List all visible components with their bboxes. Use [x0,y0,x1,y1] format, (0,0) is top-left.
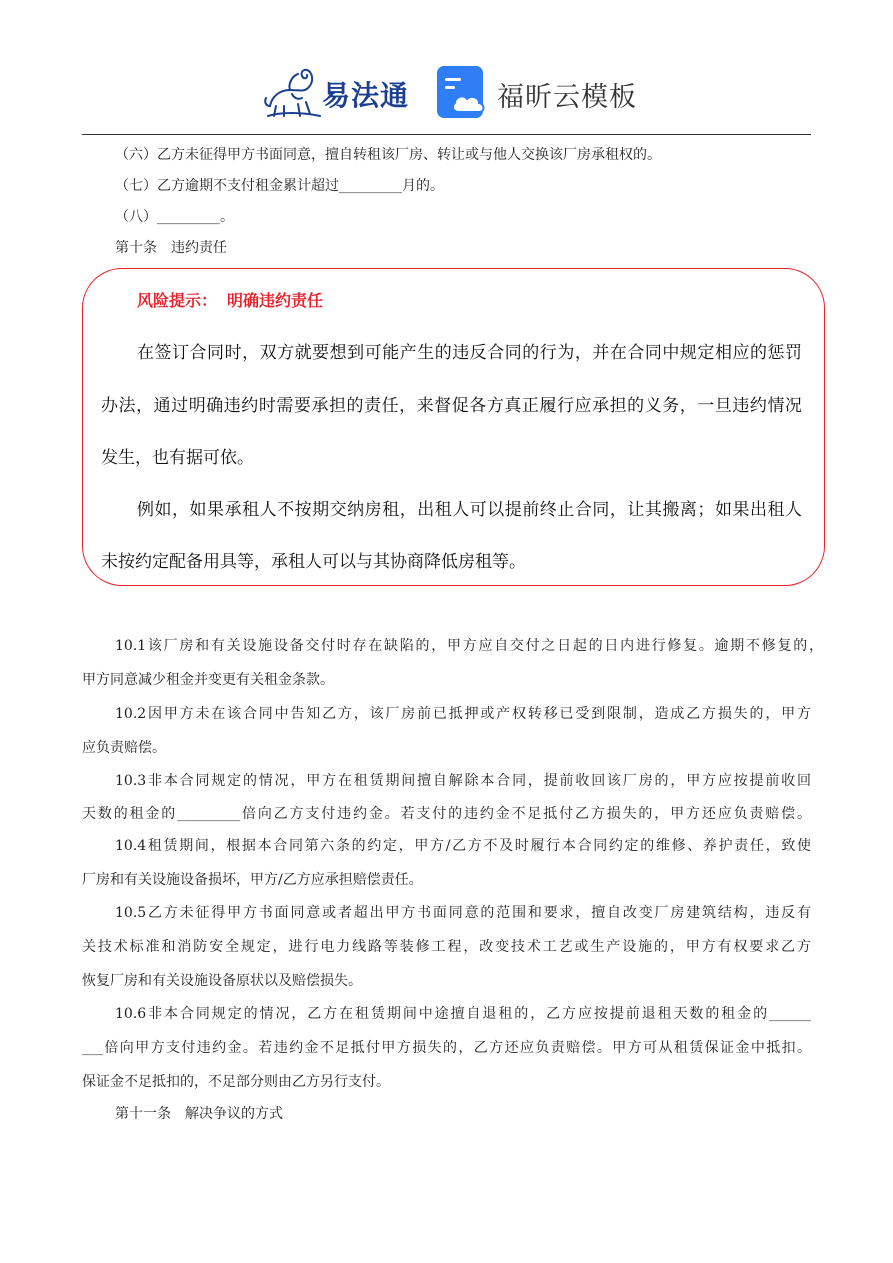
clause-10-6-line2: ___倍向甲方支付违约金。若违约金不足抵付甲方损失的，乙方还应负责赔偿。甲方可从租赁保证金中抵扣。 [82,1040,811,1056]
qilin-emblem-icon [262,62,324,120]
clause-10-4-line2: 厂房和有关设施设备损坏，甲方/乙方应承担赔偿责任。 [82,872,423,888]
cloud-document-icon [437,66,489,118]
clause-10-5-line1: 10.5乙方未征得甲方书面同意或者超出甲方书面同意的范围和要求，擅自改变厂房建筑结构，违反有 [115,905,811,921]
clause-10-5-line2: 关技术标准和消防安全规定，进行电力线路等装修工程，改变技术工艺或生产设施的，甲方有权要求乙方 [82,939,811,955]
clause-six: （六）乙方未征得甲方书面同意，擅自转租该厂房、转让或与他人交换该厂房承租权的。 [115,147,661,163]
clause-10-1-line1: 10.1该厂房和有关设施设备交付时存在缺陷的，甲方应自交付之日起的日内进行修复。逾期不修复的， [115,638,823,654]
risk-para1-line3: 发生，也有据可依。 [101,448,254,468]
article-11-title: 第十一条 解决争议的方式 [115,1106,283,1122]
header-divider [82,134,811,135]
clause-10-4-line1: 10.4租赁期间，根据本合同第六条的约定，甲方/乙方不及时履行本合同约定的维修、养护责任，致使 [115,838,811,854]
clause-10-6-line1: 10.6非本合同规定的情况，乙方在租赁期间中途擅自退租的，乙方应按提前退租天数的租金的______ [115,1006,811,1022]
risk-para2-line1: 例如，如果承租人不按期交纳房租，出租人可以提前终止合同，让其搬离；如果出租人 [137,500,802,520]
risk-para2-line2: 未按约定配备用具等，承租人可以与其协商降低房租等。 [101,552,526,572]
clause-10-5-line3: 恢复厂房和有关设施设备原状以及赔偿损失。 [82,973,362,989]
fuxin-brand-text: 福昕云模板 [497,82,637,113]
risk-tip-title: 明确违约责任 [227,291,324,310]
clause-10-2-line2: 应负责赔偿。 [82,740,166,756]
clause-10-6-line3: 保证金不足抵扣的，不足部分则由乙方另行支付。 [82,1074,390,1090]
clause-eight: （八）_________。 [115,209,234,225]
clause-10-3-line2: 天数的租金的_________倍向乙方支付违约金。若支付的违约金不足抵付乙方损失的，甲方还应负责赔偿。 [82,806,811,822]
risk-tip-box [82,268,825,586]
risk-tip-label: 风险提示： [137,291,218,310]
article-10-title: 第十条 违约责任 [115,240,227,256]
page-header [0,0,893,136]
risk-para1-line1: 在签订合同时，双方就要想到可能产生的违反合同的行为，并在合同中规定相应的惩罚 [137,343,802,363]
clause-10-3-line1: 10.3非本合同规定的情况，甲方在租赁期间擅自解除本合同，提前收回该厂房的，甲方应按提前收回 [115,773,811,789]
risk-para1-line2: 办法，通过明确违约时需要承担的责任，来督促各方真正履行应承担的义务，一旦违约情况 [101,396,802,416]
yifatong-brand-text: 易法通 [322,79,410,112]
yifatong-logo [262,62,422,120]
risk-tip-heading [137,288,333,311]
clause-10-2-line1: 10.2因甲方未在该合同中告知乙方，该厂房前已抵押或产权转移已受到限制，造成乙方损失的，甲方 [115,706,811,722]
clause-10-1-line2: 甲方同意减少租金并变更有关租金条款。 [82,672,334,688]
clause-seven: （七）乙方逾期不支付租金累计超过_________月的。 [115,178,444,194]
